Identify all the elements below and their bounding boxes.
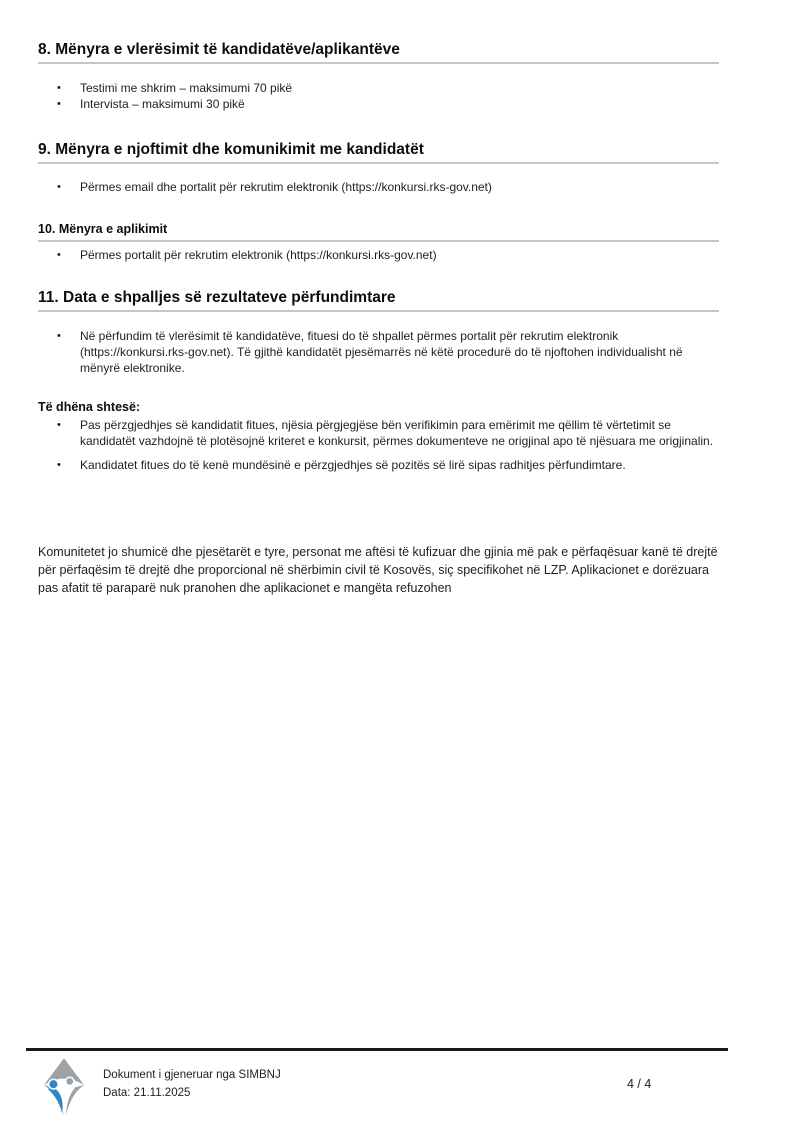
- bullet-item: [38, 417, 717, 449]
- footer-divider: [26, 1048, 728, 1051]
- section-9-heading: 9. Mënyra e njoftimit dhe komunikimit me kandidatët: [38, 141, 424, 158]
- simbnj-logo-icon: [40, 1056, 88, 1122]
- additional-info-bullet-list: [38, 417, 719, 473]
- footer-date: Data: 21.11.2025: [103, 1087, 191, 1099]
- section-8-bullet-list: [38, 80, 719, 112]
- heading-rule: [38, 310, 719, 312]
- footer-generated-by: Dokument i gjeneruar nga SIMBNJ: [103, 1069, 281, 1081]
- bullet-text: • Përmes email dhe portalit për rekrutim elektronik (https://konkursi.rks-gov.net): [80, 180, 492, 194]
- section-11-heading: 11. Data e shpalljes së rezultateve përfundimtare: [38, 289, 396, 306]
- bullet-item: [38, 96, 717, 112]
- bullet-text: • Në përfundim të vlerësimit të kandidatëve, fituesi do të shpallet përmes portalit për rekrutim elektronik (https://konkursi.rks-gov.net). Të gjithë kandidatët pjesëmarrës në këtë procedurë do të njoftohen individualisht në mënyrë elektronike.: [80, 329, 683, 375]
- bullet-text: • Intervista – maksimumi 30 pikë: [80, 97, 245, 111]
- section-10-heading: 10. Mënyra e aplikimit: [38, 222, 168, 236]
- bullet-text: • Kandidatet fitues do të kenë mundësinë e përzgjedhjes së pozitës së lirë sipas radhitjes përfundimtare.: [80, 458, 626, 472]
- additional-info-label: Të dhëna shtesë:: [38, 400, 141, 414]
- bullet-text: • Pas përzgjedhjes së kandidatit fitues, njësia përgjegjëse bën verifikimin para emërimit me qëllim të vërtetimit se kandidatët vazhdojnë të plotësojnë kriteret e konkursit, përmes dokumenteve ne origjinal apo të njësuara me origjinalin.: [80, 418, 714, 448]
- bullet-item: [38, 179, 717, 195]
- bullet-item: [38, 328, 717, 376]
- heading-rule: [38, 162, 719, 164]
- heading-rule: [38, 62, 719, 64]
- footer-text: [103, 1066, 281, 1102]
- bullet-item: [38, 80, 717, 96]
- section-9-bullet-list: [38, 179, 719, 195]
- page-number: 4 / 4: [627, 1077, 652, 1091]
- bullet-item: [38, 457, 717, 473]
- section-11-bullet-list: [38, 328, 719, 376]
- heading-rule: [38, 240, 719, 242]
- section-8-heading: 8. Mënyra e vlerësimit të kandidatëve/aplikantëve: [38, 41, 400, 58]
- bullet-text: • Përmes portalit për rekrutim elektronik (https://konkursi.rks-gov.net): [80, 248, 437, 262]
- bullet-text: • Testimi me shkrim – maksimumi 70 pikë: [80, 81, 293, 95]
- document-content: [38, 0, 719, 597]
- closing-paragraph: Komunitetet jo shumicë dhe pjesëtarët e tyre, personat me aftësi të kufizuar dhe gjinia më pak e përfaqësuar kanë të drejtë për përfaqësim të drejtë dhe proporcional në shërbimin civil të Kosovës, siç specifikohet në LZP. Aplikacionet e dorëzuara pas afatit të paraparë nuk pranohen dhe aplikacionet e mangëta refuzohen: [38, 545, 718, 595]
- section-10-bullet-list: [38, 247, 719, 263]
- bullet-item: [38, 247, 717, 263]
- simbnj-logo: [40, 1056, 88, 1122]
